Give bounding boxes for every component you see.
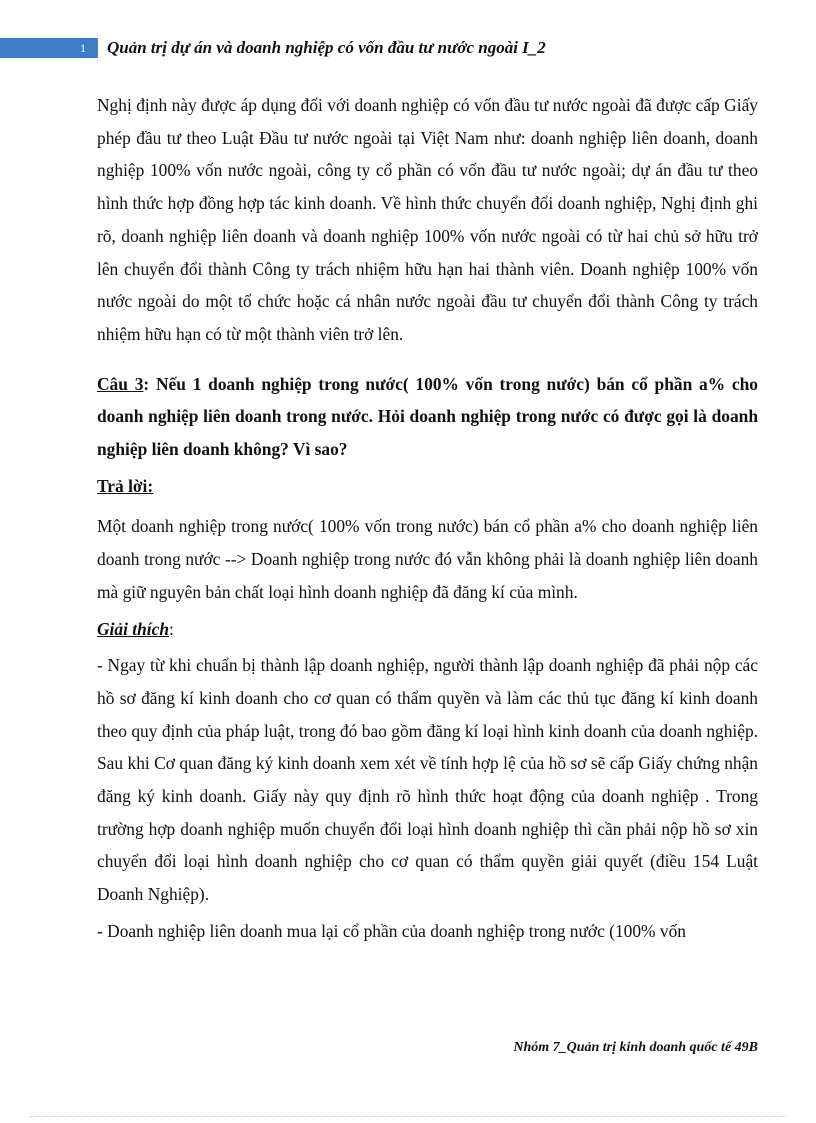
explain-label: Giải thích: [97, 618, 169, 639]
answer-label: Trả lời:: [97, 475, 154, 496]
footer-text: Nhóm 7_Quản trị kinh doanh quốc tế 49B: [513, 1040, 758, 1055]
document-body: [97, 89, 758, 948]
explain-paragraph-2: - Doanh nghiệp liên doanh mua lại cổ phần của doanh nghiệp trong nước (100% vốn: [97, 920, 686, 941]
question-colon: :: [143, 373, 150, 394]
page-number: 1: [80, 41, 86, 55]
explain-colon: :: [169, 618, 174, 639]
explain-paragraph-1: - Ngay từ khi chuẩn bị thành lập doanh nghiệp, người thành lập doanh nghiệp đã phải nộp các hồ sơ đăng kí kinh doanh cho cơ quan có thẩm quyền và làm các thủ tục đăng kí kinh doanh theo quy định của pháp luật, trong đó bao gồm đăng kí loại hình kinh doanh của doanh nghiệp. Sau khi Cơ quan đăng ký kinh doanh xem xét về tính hợp lệ của hồ sơ sẽ cấp Giấy chứng nhận đăng ký kinh doanh. Giấy này quy định rõ hình thức hoạt động của doanh nghiệp . Trong trường hợp doanh nghiệp muốn chuyển đổi loại hình doanh nghiệp thì cần phải nộp hồ sơ xin chuyển đổi loại hình doanh nghiệp cho cơ quan có thẩm quyền giải quyết (điều 154 Luật Doanh Nghiệp).: [97, 655, 758, 905]
header-title: Quản trị dự án và doanh nghiệp có vốn đầu tư nước ngoài I_2: [107, 38, 546, 57]
answer-paragraph: Một doanh nghiệp trong nước( 100% vốn trong nước) bán cổ phần a% cho doanh nghiệp liên doanh trong nước --> Doanh nghiệp trong nước đó vẫn không phải là doanh nghiệp liên doanh mà giữ nguyên bản chất loại hình doanh nghiệp đã đăng kí của mình.: [97, 516, 758, 602]
question-label: Câu 3: [97, 373, 144, 394]
question-text: Nếu 1 doanh nghiệp trong nước( 100% vốn trong nước) bán cổ phần a% cho doanh nghiệp liên doanh trong nước. Hỏi doanh nghiệp trong nước có được gọi là doanh nghiệp liên doanh không? Vì sao?: [97, 373, 758, 460]
intro-paragraph: Nghị định này được áp dụng đối với doanh nghiệp có vốn đầu tư nước ngoài đã được cấp Giấy phép đầu tư theo Luật Đầu tư nước ngoài tại Việt Nam như: doanh nghiệp liên doanh, doanh nghiệp 100% vốn nước ngoài, công ty cổ phần có vốn đầu tư nước ngoài; dự án đầu tư theo hình thức hợp đồng hợp tác kinh doanh. Về hình thức chuyển đổi doanh nghiệp, Nghị định ghi rõ, doanh nghiệp liên doanh và doanh nghiệp 100% vốn nước ngoài có từ hai chủ sở hữu trở lên chuyển đổi thành Công ty trách nhiệm hữu hạn hai thành viên. Doanh nghiệp 100% vốn nước ngoài do một tổ chức hoặc cá nhân nước ngoài đầu tư chuyển đổi thành Công ty trách nhiệm hữu hạn có từ một thành viên trở lên.: [97, 95, 758, 344]
explain-heading: [97, 613, 758, 646]
page-bottom-rule: [30, 1116, 786, 1117]
question-paragraph: [97, 368, 758, 466]
